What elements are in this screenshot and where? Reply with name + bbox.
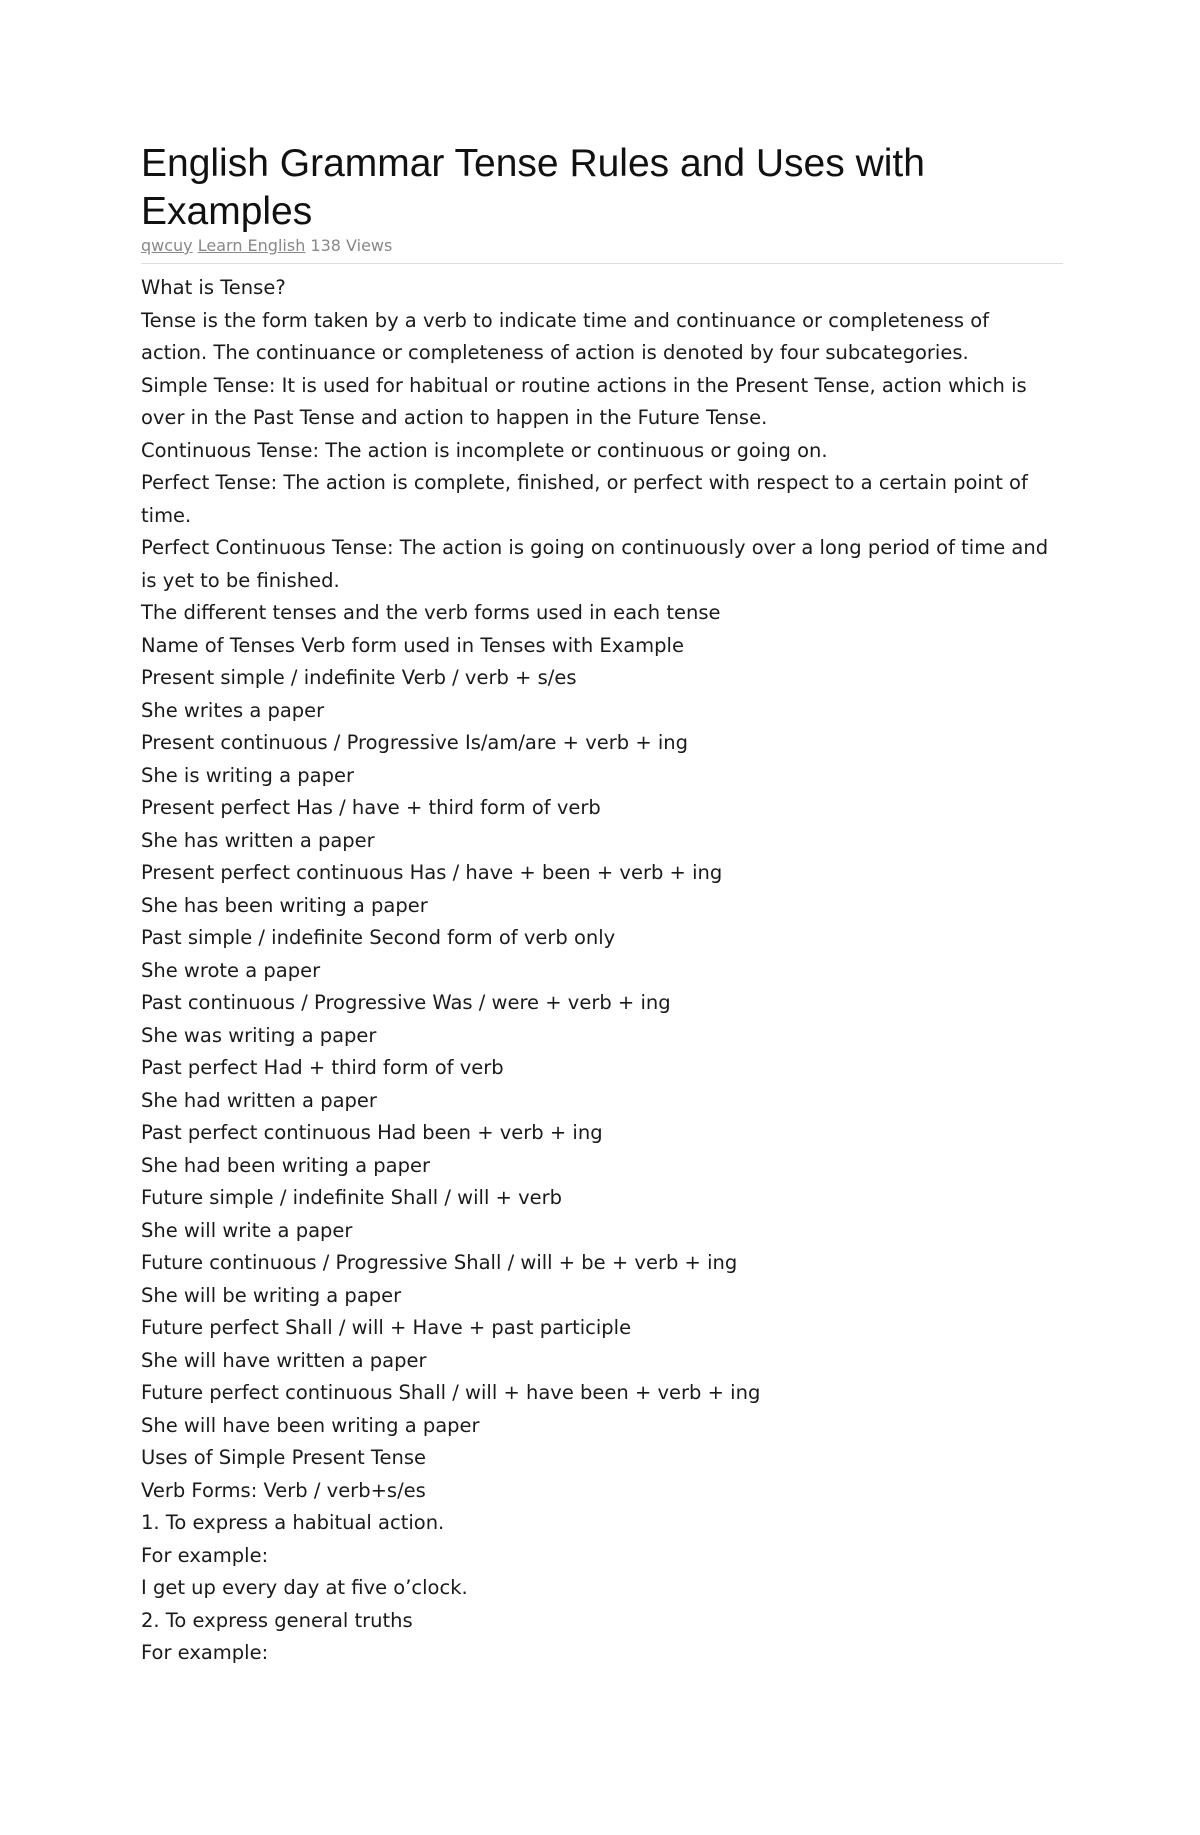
article-title-line-2: Examples (141, 190, 313, 233)
text-line: Uses of Simple Present Tense (141, 1446, 427, 1469)
author-link[interactable]: qwcuy (141, 236, 193, 255)
text-line: She is writing a paper (141, 763, 354, 787)
text-line: She will write a paper (141, 1218, 353, 1242)
text-line: time. (141, 503, 192, 527)
article (141, 140, 1063, 1670)
article-title (141, 140, 1063, 236)
text-line: Future simple / indefinite Shall / will + verb (141, 1186, 563, 1209)
article-title-line-1: English Grammar Tense Rules and Uses with (141, 142, 925, 185)
text-line: Past simple / indefinite Second form of verb only (141, 926, 616, 949)
text-line: She will be writing a paper (141, 1283, 402, 1307)
text-line: Present perfect continuous Has / have + been + verb + ing (141, 861, 723, 884)
text-line: 2. To express general truths (141, 1608, 413, 1632)
text-line: Present simple / indefinite Verb / verb + s/es (141, 666, 577, 689)
text-line: Continuous Tense: The action is incomplete or continuous or going on. (141, 438, 828, 462)
text-line: is yet to be finished. (141, 568, 340, 592)
article-meta (141, 236, 1063, 256)
text-line: She writes a paper (141, 698, 325, 722)
text-line: The different tenses and the verb forms used in each tense (141, 601, 721, 624)
text-line: Tense is the form taken by a verb to indicate time and continuance or completeness of (141, 308, 990, 332)
text-line: 1. To express a habitual action. (141, 1511, 445, 1534)
text-line: action. The continuance or completeness of action is denoted by four subcategories. (141, 341, 969, 364)
text-line: She had written a paper (141, 1088, 377, 1112)
text-line: Present continuous / Progressive Is/am/are + verb + ing (141, 731, 689, 754)
text-line: For example: (141, 1543, 269, 1567)
text-line: She will have written a paper (141, 1348, 427, 1372)
text-line: Past perfect Had + third form of verb (141, 1056, 504, 1079)
text-line: Present perfect Has / have + third form of verb (141, 796, 601, 819)
text-line: She has been writing a paper (141, 893, 428, 917)
text-line: Simple Tense: It is used for habitual or routine actions in the Present Tense, action which is (141, 373, 1027, 397)
text-line: Future perfect continuous Shall / will + have been + verb + ing (141, 1381, 761, 1404)
divider (141, 263, 1063, 264)
text-line: Future continuous / Progressive Shall / will + be + verb + ing (141, 1251, 738, 1274)
text-line: Past perfect continuous Had been + verb + ing (141, 1121, 603, 1144)
text-line: Perfect Continuous Tense: The action is going on continuously over a long period of time and (141, 536, 1049, 559)
category-link[interactable]: Learn English (197, 236, 306, 255)
text-line: over in the Past Tense and action to happen in the Future Tense. (141, 406, 768, 429)
text-line: She has written a paper (141, 828, 375, 852)
text-line: She had been writing a paper (141, 1153, 430, 1177)
view-count: 138 Views (310, 236, 393, 255)
text-line: Verb Forms: Verb / verb+s/es (141, 1478, 426, 1502)
text-line: She wrote a paper (141, 958, 321, 982)
text-line: She was writing a paper (141, 1023, 377, 1047)
text-line: Past continuous / Progressive Was / were + verb + ing (141, 991, 671, 1014)
text-line: Name of Tenses Verb form used in Tenses with Example (141, 633, 684, 657)
article-body (141, 272, 1063, 1670)
text-line: She will have been writing a paper (141, 1413, 480, 1437)
text-line: I get up every day at five o’clock. (141, 1576, 468, 1599)
text-line: What is Tense? (141, 276, 286, 299)
text-line: Perfect Tense: The action is complete, finished, or perfect with respect to a certain point of (141, 471, 1028, 494)
text-line: Future perfect Shall / will + Have + past participle (141, 1316, 632, 1339)
text-line: For example: (141, 1641, 269, 1664)
